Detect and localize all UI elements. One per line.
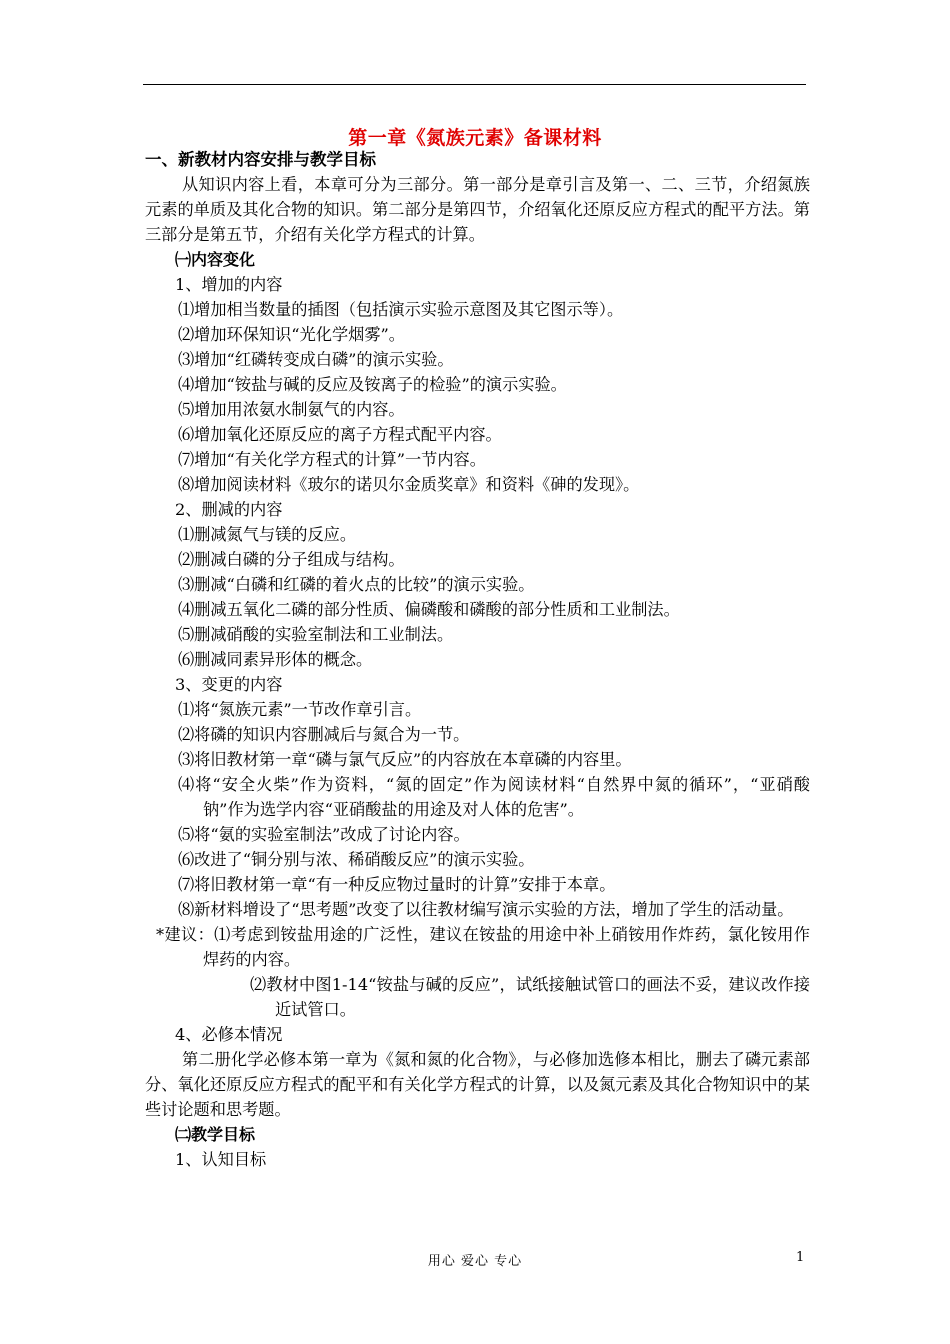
list-item: ⑴删减氮气与镁的反应。	[178, 525, 357, 544]
section-heading: 一、新教材内容安排与教学目标	[145, 150, 376, 169]
list-item: ⑺将旧教材第一章“有一种反应物过量时的计算”安排于本章。	[178, 875, 616, 894]
list-item: ⑴将“氮族元素”一节改作章引言。	[178, 700, 422, 719]
list-item: ⑸将“氨的实验室制法”改成了讨论内容。	[178, 825, 470, 844]
list-item: ⑴增加相当数量的插图（包括演示实验示意图及其它图示等）。	[178, 300, 624, 319]
required-paragraph: 第二册化学必修本第一章为《氮和氮的化合物》，与必修加选修本相比，删去了磷元素部分、氧化还原反应方程式的配平和有关化学方程式的计算，以及氮元素及其化合物知识中的某些讨论题和思考题。	[145, 1050, 810, 1119]
list-item: ⑷增加“铵盐与碱的反应及铵离子的检验”的演示实验。	[178, 375, 567, 394]
list-item: ⑺增加“有关化学方程式的计算”一节内容。	[178, 450, 486, 469]
subsection-heading: ㈠内容变化	[175, 250, 256, 269]
header-rule	[143, 84, 806, 85]
list-item: ⑻新材料增设了“思考题”改变了以往教材编写演示实验的方法，增加了学生的活动量。	[178, 900, 794, 919]
suggestion-note: *建议：⑴考虑到铵盐用途的广泛性，建议在铵盐的用途中补上硝铵用作炸药，氯化铵用作焊药的内容。	[156, 925, 810, 969]
removed-heading: 2、删减的内容	[175, 500, 283, 519]
list-item: ⑷删减五氧化二磷的部分性质、偏磷酸和磷酸的部分性质和工业制法。	[178, 600, 680, 619]
list-item: ⑹增加氧化还原反应的离子方程式配平内容。	[178, 425, 502, 444]
required-heading: 4、必修本情况	[175, 1025, 283, 1044]
document-body	[145, 147, 810, 1172]
list-item: ⑸删减硝酸的实验室制法和工业制法。	[178, 625, 454, 644]
list-item: ⑸增加用浓氨水制氨气的内容。	[178, 400, 405, 419]
document-title: 第一章《氮族元素》备课材料	[348, 127, 602, 149]
footer-motto: 用心 爱心 专心	[427, 1254, 523, 1269]
list-item: ⑶将旧教材第一章“磷与氯气反应”的内容放在本章磷的内容里。	[178, 750, 632, 769]
list-item: ⑵删减白磷的分子组成与结构。	[178, 550, 405, 569]
cognitive-heading: 1、认知目标	[175, 1150, 267, 1169]
list-item: ⑻增加阅读材料《玻尔的诺贝尔金质奖章》和资料《砷的发现》。	[178, 475, 640, 494]
list-item: ⑵增加环保知识“光化学烟雾”。	[178, 325, 405, 344]
list-item: ⑹改进了“铜分别与浓、稀硝酸反应”的演示实验。	[178, 850, 535, 869]
list-item: ⑵将磷的知识内容删减后与氮合为一节。	[178, 725, 470, 744]
list-item: ⑶删减“白磷和红磷的着火点的比较”的演示实验。	[178, 575, 535, 594]
list-item: ⑶增加“红磷转变成白磷”的演示实验。	[178, 350, 454, 369]
added-heading: 1、增加的内容	[175, 275, 283, 294]
list-item: ⑷将“安全火柴”作为资料，“氮的固定”作为阅读材料“自然界中氮的循环”，“亚硝酸钠”作为选学内容“亚硝酸盐的用途及对人体的危害”。	[178, 775, 810, 819]
page-number: 1	[796, 1250, 805, 1265]
subsection-heading: ㈡教学目标	[175, 1125, 256, 1144]
intro-paragraph: 从知识内容上看，本章可分为三部分。第一部分是章引言及第一、二、三节，介绍氮族元素的单质及其化合物的知识。第二部分是第四节，介绍氧化还原反应方程式的配平方法。第三部分是第五节，介绍有关化学方程式的计算。	[145, 175, 810, 244]
suggestion-note: ⑵教材中图1-14“铵盐与碱的反应”，试纸接触试管口的画法不妥，建议改作接近试管口。	[250, 975, 810, 1019]
list-item: ⑹删减同素异形体的概念。	[178, 650, 373, 669]
changed-heading: 3、变更的内容	[175, 675, 283, 694]
